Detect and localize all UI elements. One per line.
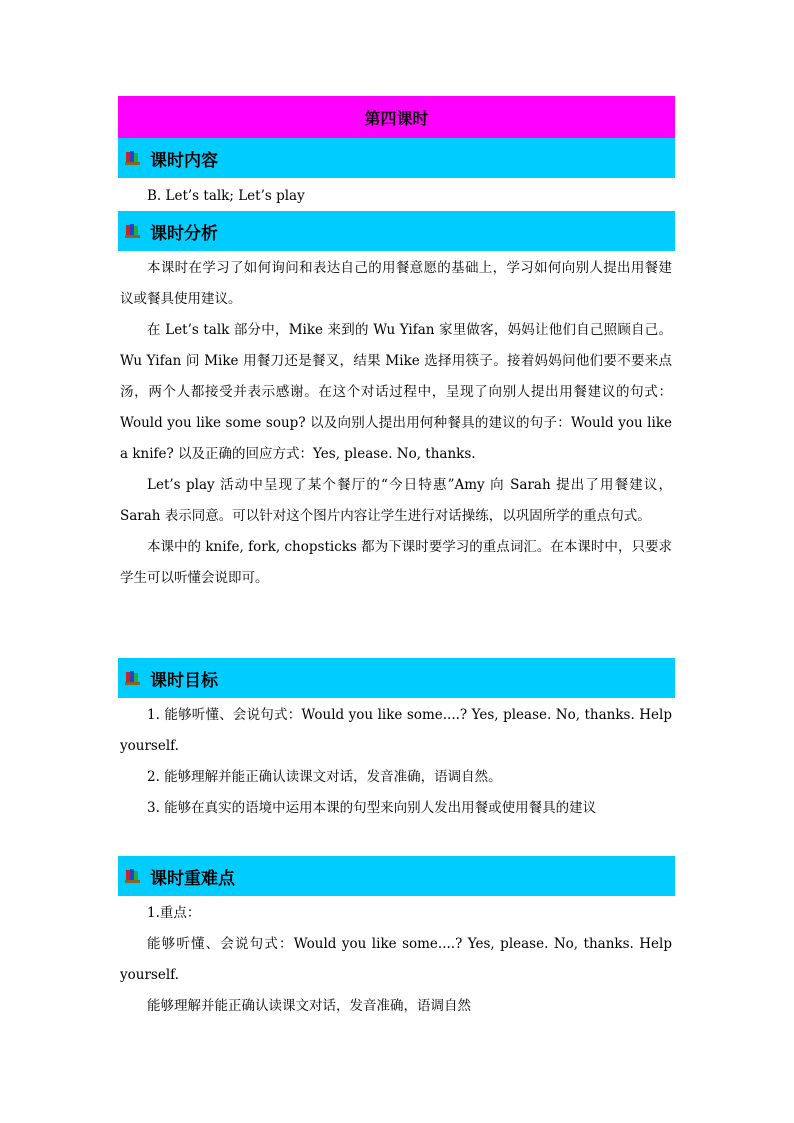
paragraph: 2. 能够理解并能正确认读课文对话，发音准确，语调自然。 [147, 769, 502, 785]
section-heading-analysis [118, 211, 675, 251]
section-body-objectives [120, 700, 672, 824]
section-heading-label: 课时分析 [150, 223, 218, 244]
paragraph: 本课时在学习了如何询问和表达自己的用餐意愿的基础上，学习如何向别人提出用餐建议或餐具使用建议。 [120, 260, 672, 307]
section-body-content [120, 181, 672, 212]
lesson-title-bar [118, 96, 675, 138]
section-heading-label: 课时目标 [150, 670, 218, 691]
paragraph: 3. 能够在真实的语境中运用本课的句型来向别人发出用餐或使用餐具的建议 [147, 800, 597, 816]
books-icon [124, 868, 142, 884]
section-body-key-points [120, 898, 672, 1022]
books-icon [124, 670, 142, 686]
books-icon [124, 223, 142, 239]
paragraph: 1.重点： [147, 905, 201, 921]
section-heading-objectives [118, 658, 675, 698]
section-heading-key-points [118, 856, 675, 896]
paragraph: 在 Let’s talk 部分中，Mike 来到的 Wu Yifan 家里做客，妈妈让他们自己照顾自己。Wu Yifan 问 Mike 用餐刀还是餐叉，结果 Mike 选择用筷子。接着妈妈问他们要不要来点汤，两个人都接受并表示感谢。在这个对话过程中，呈现了向别人提出用餐建议的句式：Would you like some soup? 以及向别人提出用何种餐具的建议的句子：Would you like a knife? 以及正确的回应方式：Yes, please. No, thanks. [120, 322, 672, 462]
section-heading-label: 课时内容 [150, 150, 218, 171]
lesson-title: 第四课时 [364, 108, 429, 128]
section-body-analysis [120, 253, 672, 594]
paragraph: 能够听懂、会说句式：Would you like some....? Yes, please. No, thanks. Help yourself. [120, 936, 672, 983]
paragraph: 1. 能够听懂、会说句式：Would you like some....? Yes, please. No, thanks. Help yourself. [120, 707, 672, 754]
paragraph: 本课中的 knife, fork, chopsticks 都为下课时要学习的重点词汇。在本课时中，只要求学生可以听懂会说即可。 [120, 539, 672, 586]
paragraph: Let’s play 活动中呈现了某个餐厅的“今日特惠”Amy 向 Sarah 提出了用餐建议，Sarah 表示同意。可以针对这个图片内容让学生进行对话操练，以巩固所学的重点句式。 [120, 477, 672, 524]
content-line: B. Let’s talk; Let’s play [147, 188, 305, 204]
section-heading-content [118, 138, 675, 178]
books-icon [124, 150, 142, 166]
paragraph: 能够理解并能正确认读课文对话，发音准确，语调自然 [147, 998, 471, 1014]
section-heading-label: 课时重难点 [150, 868, 235, 889]
